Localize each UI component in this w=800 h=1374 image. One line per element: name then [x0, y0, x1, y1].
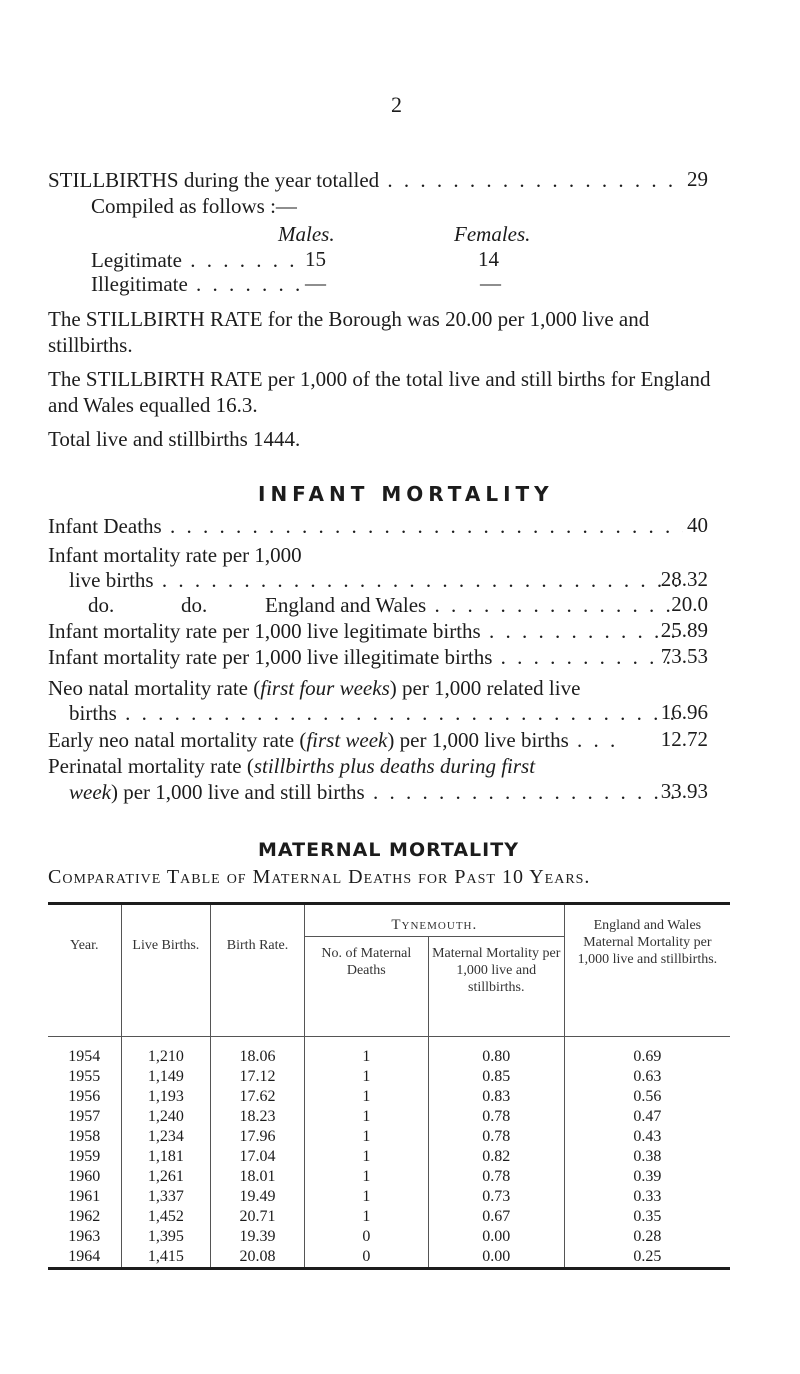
maternal-deaths-cell: 1 — [304, 1107, 428, 1127]
perinatal-value: 33.93 — [660, 779, 708, 803]
perinatal-line2-b: ) per 1,000 live and still births — [110, 780, 365, 804]
birth-rate-cell: 17.62 — [211, 1087, 305, 1107]
header-tynemouth: Tynemouth. — [304, 904, 564, 937]
live-births-cell: 1,261 — [121, 1167, 211, 1187]
birth-rate-cell: 18.01 — [211, 1167, 305, 1187]
birth-rate-cell: 18.23 — [211, 1107, 305, 1127]
illegit-imr-label: Infant mortality rate per 1,000 live illegitimate births . . . — [48, 644, 680, 670]
legitimate-males: 15 — [305, 247, 326, 271]
birth-rate-cell: 19.39 — [211, 1227, 305, 1247]
table-row — [48, 1037, 730, 1068]
maternal-mortality-cell: 0.00 — [428, 1247, 564, 1269]
year-cell: 1963 — [68, 1228, 101, 1245]
early-neo-natal-value: 12.72 — [660, 727, 708, 751]
maternal-deaths-cell: 0 — [304, 1247, 428, 1269]
early-neo-natal-a: Early neo natal mortality rate ( — [48, 728, 307, 752]
table-row — [48, 1247, 730, 1269]
stillbirth-rate-borough: The STILLBIRTH RATE for the Borough was 20.00 per 1,000 live and stillbirths. — [48, 307, 650, 357]
neo-natal-line1-italic: first four weeks — [260, 676, 390, 700]
year-cell: 1955 — [68, 1068, 101, 1085]
year-cell: 1957 — [68, 1108, 101, 1125]
live-births-cell: 1,415 — [121, 1247, 211, 1269]
stillbirth-rate-england: The STILLBIRTH RATE per 1,000 of the total live and still births for England and Wales equalled 16.3. — [48, 367, 711, 417]
header-year: Year. — [70, 938, 99, 953]
page-number: 2 — [391, 92, 402, 117]
live-births-cell: 1,210 — [121, 1037, 211, 1068]
early-neo-natal-b: ) per 1,000 live births — [387, 728, 569, 752]
maternal-table — [48, 902, 730, 1270]
imr-value: 28.32 — [660, 567, 708, 591]
females-header: Females. — [454, 222, 531, 246]
table-row — [48, 1087, 730, 1107]
compiled-note: Compiled as follows :— — [91, 194, 297, 218]
year-cell: 1958 — [68, 1128, 101, 1145]
birth-rate-cell: 20.71 — [211, 1207, 305, 1227]
live-births-cell: 1,181 — [121, 1147, 211, 1167]
england-wales-cell: 0.69 — [564, 1037, 730, 1068]
table-row — [48, 1067, 730, 1087]
table-row — [48, 1107, 730, 1127]
maternal-deaths-cell: 1 — [304, 1207, 428, 1227]
england-wales-value: 20.0 — [671, 592, 708, 616]
maternal-mortality-cell: 0.78 — [428, 1127, 564, 1147]
maternal-deaths-cell: 1 — [304, 1087, 428, 1107]
illegit-imr-value: 73.53 — [660, 644, 708, 668]
header-live-births: Live Births. — [121, 904, 211, 1037]
maternal-mortality-cell: 0.00 — [428, 1227, 564, 1247]
do-label-2: do. — [181, 593, 208, 617]
table-row — [48, 1127, 730, 1147]
year-cell: 1954 — [48, 1037, 121, 1068]
england-wales-cell: 0.47 — [564, 1107, 730, 1127]
year-cell: 1956 — [68, 1088, 101, 1105]
year-cell: 1959 — [68, 1148, 101, 1165]
maternal-mortality-cell: 0.78 — [428, 1107, 564, 1127]
england-wales-cell: 0.43 — [564, 1127, 730, 1147]
table-row — [48, 1227, 730, 1247]
live-births-cell: 1,149 — [121, 1067, 211, 1087]
infant-deaths-value: 40 — [687, 513, 708, 537]
legitimate-label: Legitimate . . . — [91, 247, 301, 273]
maternal-deaths-cell: 1 — [304, 1147, 428, 1167]
england-wales-cell: 0.39 — [564, 1167, 730, 1187]
males-header: Males. — [278, 222, 335, 246]
imr-label-line2: live births . . . — [69, 567, 679, 593]
maternal-deaths-cell: 0 — [304, 1227, 428, 1247]
neo-natal-line1-b: ) per 1,000 related live — [389, 676, 581, 700]
maternal-deaths-cell: 1 — [304, 1167, 428, 1187]
legitimate-females: 14 — [478, 247, 499, 271]
maternal-table-body — [48, 1037, 730, 1269]
maternal-mortality-cell: 0.85 — [428, 1067, 564, 1087]
england-wales-cell: 0.28 — [564, 1227, 730, 1247]
maternal-mortality-cell: 0.83 — [428, 1087, 564, 1107]
imr-label-line1: Infant mortality rate per 1,000 — [48, 543, 302, 567]
maternal-deaths-cell: 1 — [304, 1037, 428, 1068]
stillbirths-total-value: 29 — [687, 167, 708, 191]
perinatal-line1-italic: stillbirths plus deaths during first — [253, 754, 536, 778]
birth-rate-cell: 20.08 — [211, 1247, 305, 1269]
england-wales-cell: 0.63 — [564, 1067, 730, 1087]
year-cell: 1964 — [68, 1248, 101, 1265]
maternal-mortality-heading: MATERNAL MORTALITY — [258, 839, 519, 861]
table-row — [48, 1147, 730, 1167]
england-wales-label: England and Wales . . . — [265, 592, 675, 618]
legit-imr-label: Infant mortality rate per 1,000 live legitimate births . . . — [48, 618, 680, 644]
live-births-cell: 1,193 — [121, 1087, 211, 1107]
stillbirths-total-label: STILLBIRTHS during the year totalled . . . — [48, 167, 678, 193]
england-wales-cell: 0.35 — [564, 1207, 730, 1227]
live-births-cell: 1,395 — [121, 1227, 211, 1247]
neo-natal-value: 16.96 — [660, 700, 708, 724]
live-births-cell: 1,240 — [121, 1107, 211, 1127]
maternal-mortality-cell: 0.82 — [428, 1147, 564, 1167]
birth-rate-cell: 17.96 — [211, 1127, 305, 1147]
england-wales-cell: 0.56 — [564, 1087, 730, 1107]
legit-imr-value: 25.89 — [660, 618, 708, 642]
perinatal-line2-italic: week — [69, 780, 111, 804]
maternal-mortality-cell: 0.73 — [428, 1187, 564, 1207]
birth-rate-cell: 17.04 — [211, 1147, 305, 1167]
header-england-wales: England and Wales Maternal Mortality per 1,000 live and stillbirths. — [564, 904, 730, 1037]
maternal-deaths-cell: 1 — [304, 1187, 428, 1207]
birth-rate-cell: 18.06 — [211, 1037, 305, 1068]
maternal-mortality-cell: 0.78 — [428, 1167, 564, 1187]
live-births-cell: 1,337 — [121, 1187, 211, 1207]
infant-deaths-label: Infant Deaths . . . — [48, 513, 683, 539]
infant-mortality-heading: INFANT MORTALITY — [258, 482, 554, 506]
header-maternal-mortality: Maternal Mortality per 1,000 live and stillbirths. — [428, 937, 564, 1037]
do-label-1: do. — [88, 593, 115, 617]
table-row — [48, 1167, 730, 1187]
table-row — [48, 1207, 730, 1227]
england-wales-cell: 0.25 — [564, 1247, 730, 1269]
header-birth-rate: Birth Rate. — [211, 904, 305, 1037]
illegitimate-males: — — [305, 271, 326, 295]
neo-natal-line1-a: Neo natal mortality rate ( — [48, 676, 261, 700]
year-cell: 1962 — [68, 1208, 101, 1225]
live-births-cell: 1,452 — [121, 1207, 211, 1227]
birth-rate-cell: 19.49 — [211, 1187, 305, 1207]
total-births: Total live and stillbirths 1444. — [48, 427, 301, 451]
illegitimate-label: Illegitimate . . . — [91, 271, 301, 297]
birth-rate-cell: 17.12 — [211, 1067, 305, 1087]
live-births-cell: 1,234 — [121, 1127, 211, 1147]
maternal-mortality-cell: 0.80 — [428, 1037, 564, 1068]
illegitimate-females: — — [480, 271, 501, 295]
england-wales-cell: 0.38 — [564, 1147, 730, 1167]
neo-natal-line2: births . . . — [69, 700, 679, 726]
maternal-mortality-cell: 0.67 — [428, 1207, 564, 1227]
maternal-deaths-cell: 1 — [304, 1127, 428, 1147]
perinatal-line1-a: Perinatal mortality rate ( — [48, 754, 254, 778]
england-wales-cell: 0.33 — [564, 1187, 730, 1207]
maternal-deaths-cell: 1 — [304, 1067, 428, 1087]
early-neo-natal-italic: first week — [306, 728, 388, 752]
table-row — [48, 1187, 730, 1207]
header-maternal-deaths: No. of Maternal Deaths — [304, 937, 428, 1037]
maternal-subheading: Comparative Table of Maternal Deaths for Past 10 Years. — [48, 866, 591, 888]
year-cell: 1961 — [68, 1188, 101, 1205]
early-neo-natal-line: Early neo natal mortality rate (first week) per 1,000 live births . . . — [48, 728, 619, 752]
year-cell: 1960 — [68, 1168, 101, 1185]
